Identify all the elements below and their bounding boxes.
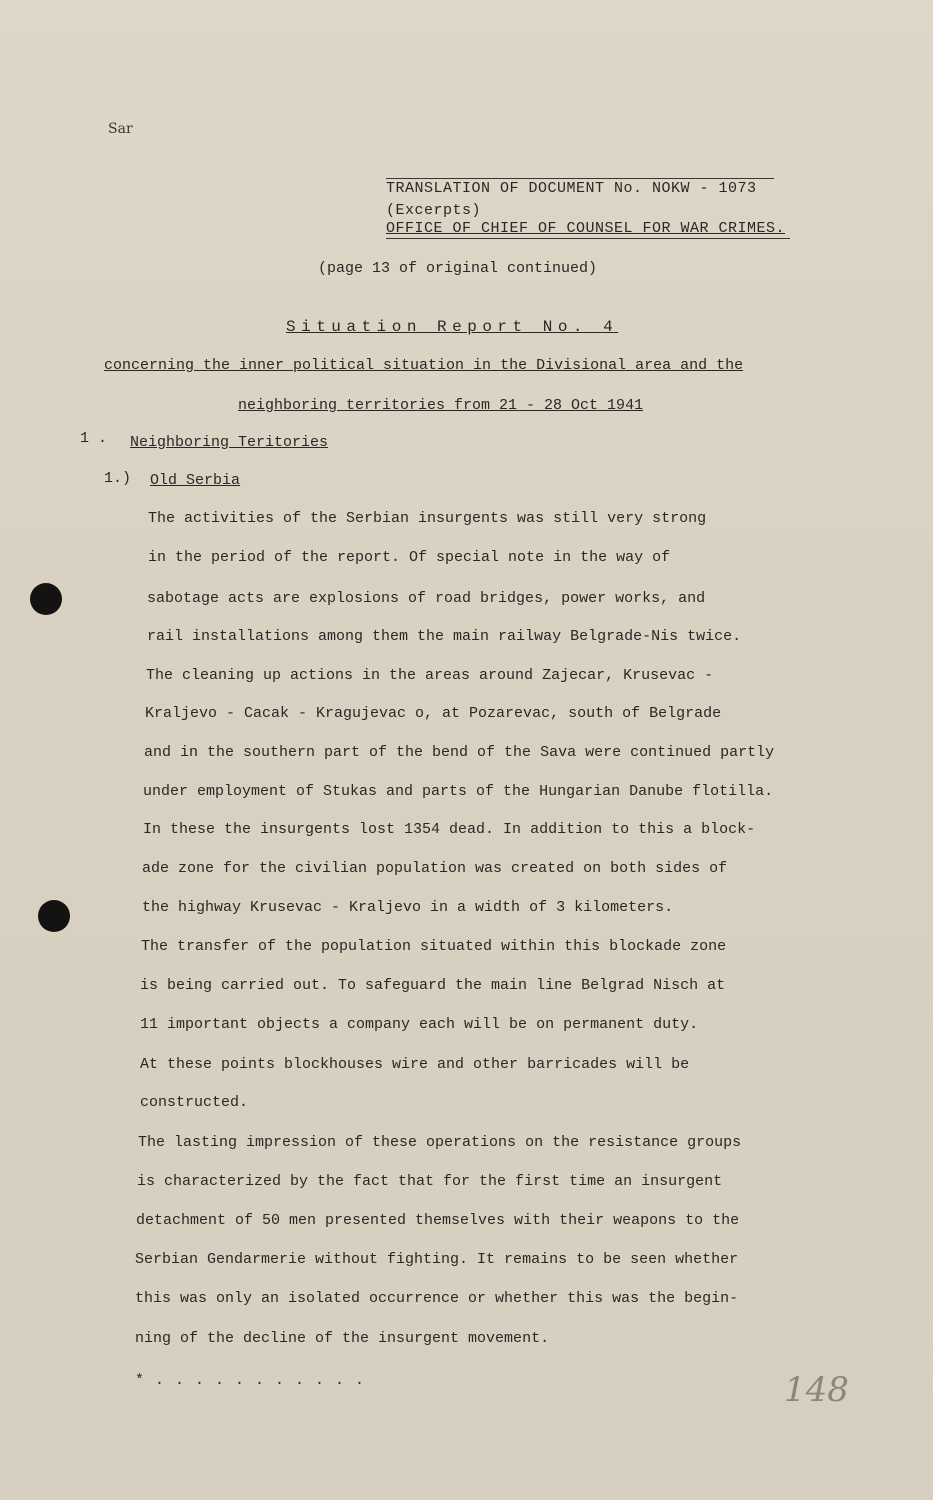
header-rule-bottom: [386, 238, 790, 239]
body-line: 11 important objects a company each will be on permanent duty.: [140, 1016, 699, 1033]
body-line: The transfer of the population situated within this blockade zone: [141, 938, 727, 955]
section-title: Neighboring Teritories: [130, 434, 329, 451]
body-line: In these the insurgents lost 1354 dead. In addition to this a block-: [143, 821, 756, 838]
subsection-title: Old Serbia: [150, 472, 241, 489]
body-line: and in the southern part of the bend of the Sava were continued partly: [144, 744, 775, 761]
body-line: The lasting impression of these operations on the resistance groups: [138, 1134, 742, 1151]
handwritten-page-number: 148: [784, 1370, 849, 1410]
report-title: Situation Report No. 4: [286, 318, 619, 336]
header-translation-line: TRANSLATION OF DOCUMENT No. NOKW - 1073: [386, 180, 757, 197]
body-line: is being carried out. To safeguard the main line Belgrad Nisch at: [140, 977, 726, 994]
body-line: under employment of Stukas and parts of the Hungarian Danube flotilla.: [143, 783, 774, 800]
body-line: The activities of the Serbian insurgents was still very strong: [148, 510, 707, 527]
subsection-number: 1.): [104, 470, 132, 487]
header-office-line: OFFICE OF CHIEF OF COUNSEL FOR WAR CRIMES.: [386, 220, 786, 237]
body-line: The cleaning up actions in the areas around Zajecar, Krusevac -: [146, 667, 714, 684]
body-line: detachment of 50 men presented themselves with their weapons to the: [136, 1212, 740, 1229]
body-line: in the period of the report. Of special note in the way of: [148, 549, 671, 566]
punch-hole-icon: [38, 900, 70, 932]
section-number: 1 .: [80, 430, 108, 447]
body-line: this was only an isolated occurrence or whether this was the begin-: [135, 1290, 739, 1307]
punch-hole-icon: [30, 583, 62, 615]
body-line: ade zone for the civilian population was created on both sides of: [142, 860, 728, 877]
continuation-dots: * . . . . . . . . . . .: [135, 1372, 366, 1389]
body-line: Serbian Gendarmerie without fighting. It remains to be seen whether: [135, 1251, 739, 1268]
header-rule-top: [386, 178, 774, 179]
body-line: constructed.: [140, 1094, 249, 1111]
page-continuation-note: (page 13 of original continued): [318, 260, 598, 277]
header-excerpts-line: (Excerpts): [386, 202, 482, 219]
body-line: ning of the decline of the insurgent movement.: [135, 1330, 550, 1347]
body-line: is characterized by the fact that for the first time an insurgent: [137, 1173, 723, 1190]
body-line: Kraljevo - Cacak - Kragujevac o, at Pozarevac, south of Belgrade: [145, 705, 722, 722]
body-line: sabotage acts are explosions of road bridges, power works, and: [147, 590, 706, 607]
body-line: At these points blockhouses wire and other barricades will be: [140, 1056, 690, 1073]
corner-mark: Sar: [108, 121, 133, 137]
report-subtitle-line-1: concerning the inner political situation in the Divisional area and the: [104, 357, 744, 374]
body-line: rail installations among them the main railway Belgrade-Nis twice.: [147, 628, 742, 645]
report-subtitle-line-2: neighboring territories from 21 - 28 Oct 1941: [238, 397, 644, 414]
body-line: the highway Krusevac - Kraljevo in a width of 3 kilometers.: [142, 899, 674, 916]
